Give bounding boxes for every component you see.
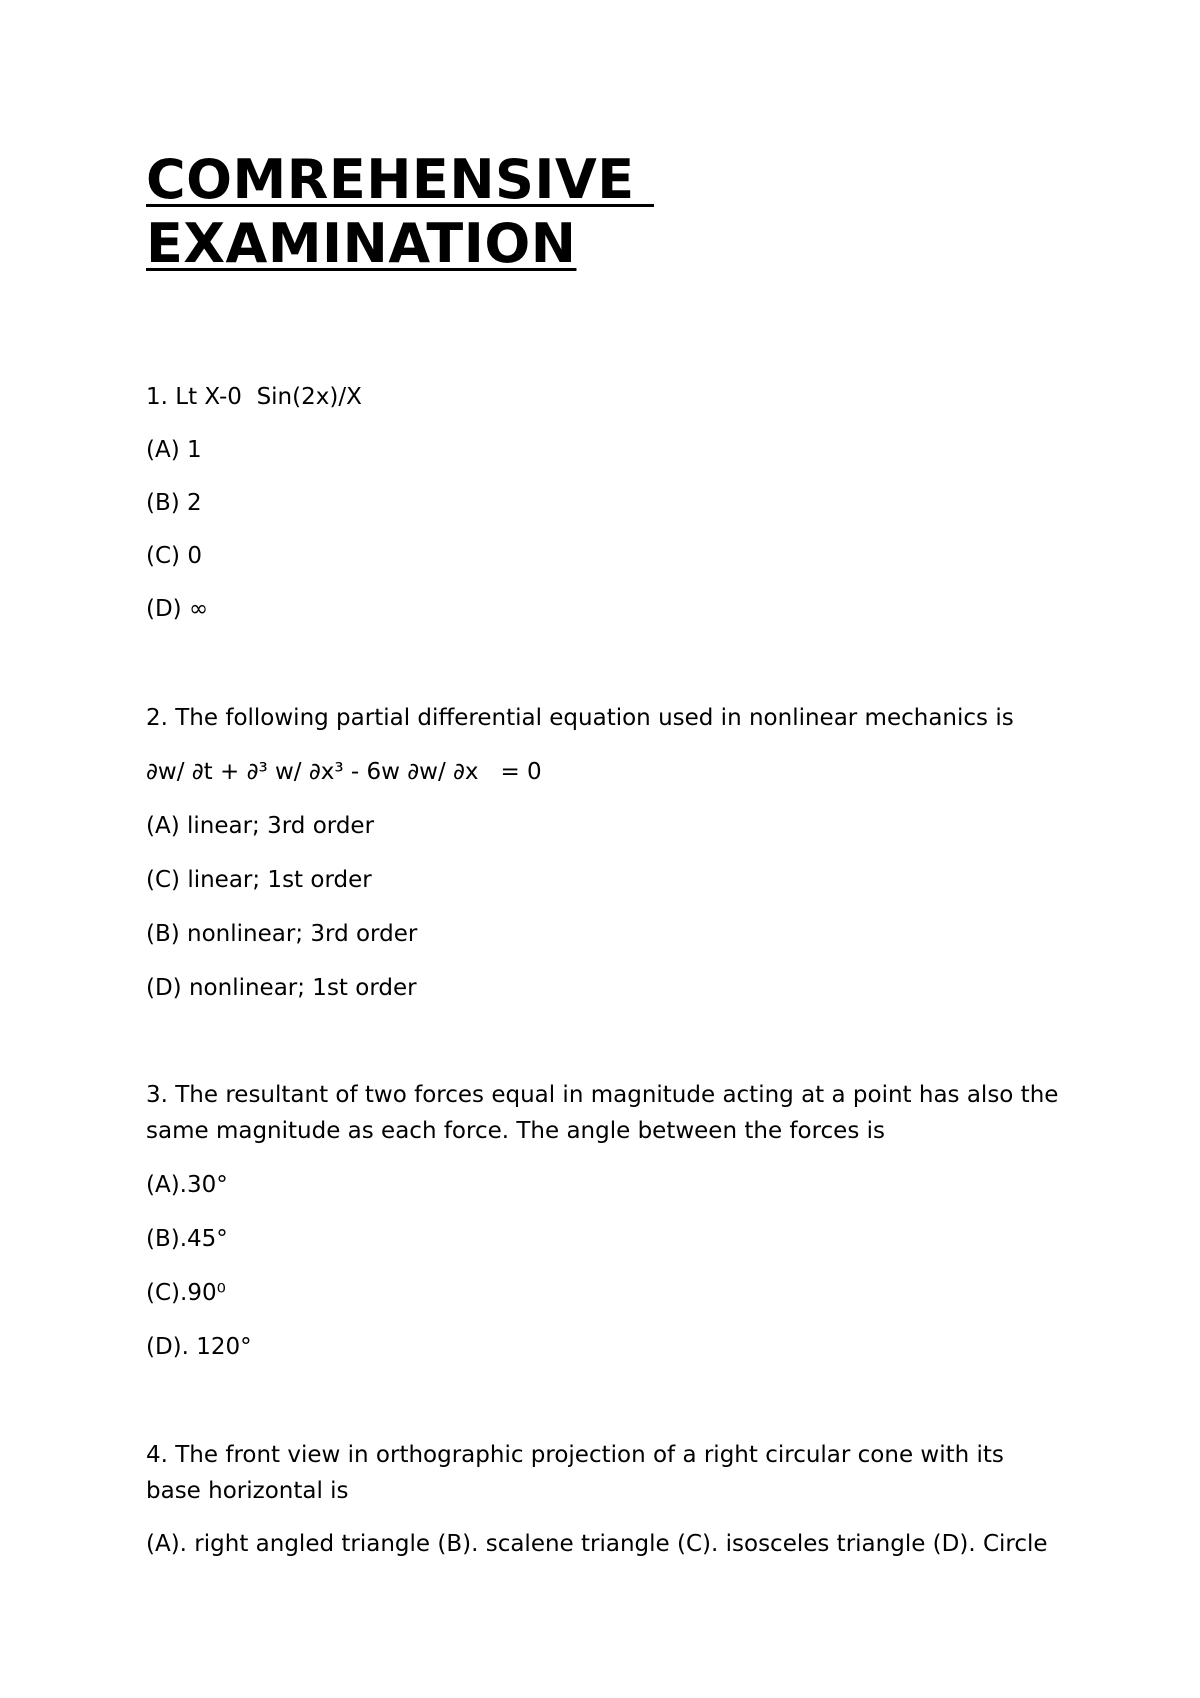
title-line-1: COMREHENSIVE (146, 148, 654, 211)
question-3-option-d: (D). 120° (146, 1334, 252, 1360)
question-2-stem: 2. The following partial differential equation used in nonlinear mechanics is (146, 705, 1014, 731)
question-2-equation: ∂w/ ∂t + ∂³ w/ ∂x³ - 6w ∂w/ ∂x = 0 (146, 759, 542, 785)
question-1-option-d: (D) ∞ (146, 596, 209, 622)
question-1-option-c: (C) 0 (146, 543, 202, 569)
question-1-stem: 1. Lt X-0 Sin(2x)/X (146, 384, 362, 410)
question-2-option-c: (C) linear; 1st order (146, 867, 372, 893)
title-line-2: EXAMINATION (146, 212, 577, 275)
question-3-option-a: (A).30° (146, 1172, 228, 1198)
question-4-options: (A). right angled triangle (B). scalene triangle (C). isosceles triangle (D). Circle (146, 1531, 1048, 1557)
question-2-option-b: (B) nonlinear; 3rd order (146, 921, 418, 947)
question-1-option-a: (A) 1 (146, 437, 202, 463)
question-3-option-c: (C).90⁰ (146, 1280, 226, 1306)
question-2-option-a: (A) linear; 3rd order (146, 813, 375, 839)
question-3-option-b: (B).45° (146, 1226, 228, 1252)
question-2-option-d: (D) nonlinear; 1st order (146, 975, 417, 1001)
question-1-option-b: (B) 2 (146, 490, 202, 516)
question-3-stem: 3. The resultant of two forces equal in magnitude acting at a point has also the same magnitude as each force. The angle between the forces is (146, 1082, 1059, 1144)
page-title (146, 148, 906, 276)
question-4-stem: 4. The front view in orthographic projection of a right circular cone with its base horizontal is (146, 1442, 1004, 1504)
